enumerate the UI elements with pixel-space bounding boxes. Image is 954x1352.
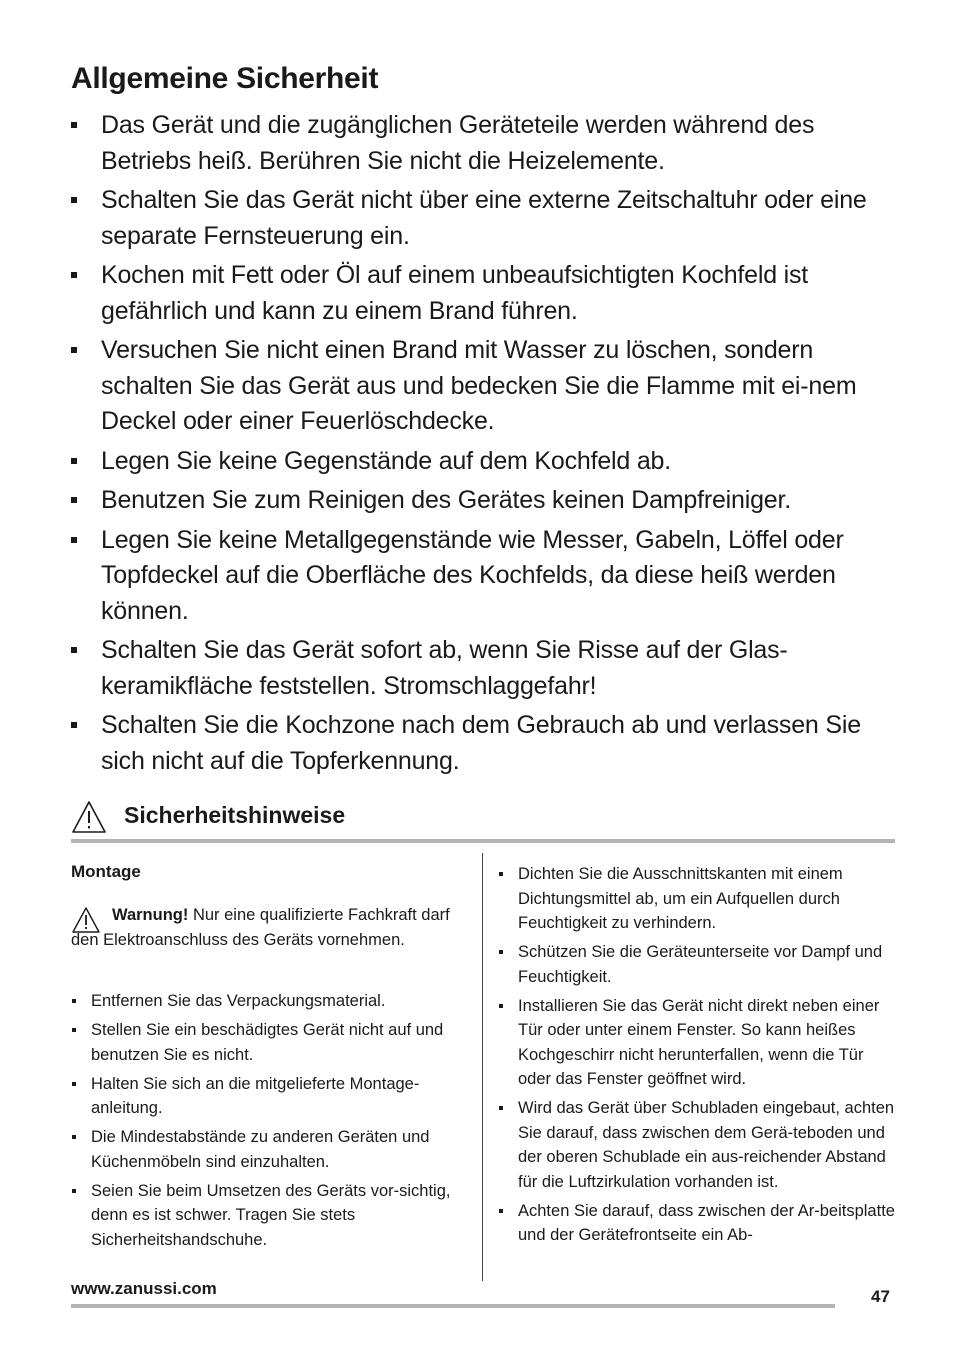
column-divider: [482, 853, 483, 1281]
bullet: [499, 1004, 503, 1008]
bullet: [499, 872, 503, 876]
bullet: [71, 347, 77, 353]
list-item: Schalten Sie die Kochzone nach dem Gebrauch ab und verlassen Sie sich nicht auf die Topferkennung.: [71, 708, 901, 779]
bullet: [499, 950, 503, 954]
footer-url[interactable]: www.zanussi.com: [71, 1279, 217, 1298]
installation-list: [498, 862, 898, 1252]
list-item: Halten Sie sich an die mitgelieferte Montage-anleitung.: [71, 1072, 471, 1121]
bullet: [71, 122, 77, 128]
list-item: Versuchen Sie nicht einen Brand mit Wasser zu löschen, sondern schalten Sie das Gerät aus und bedecken Sie die Flamme mit ei-nem Deckel oder einer Feuerlöschdecke.: [71, 333, 901, 440]
list-item: Benutzen Sie zum Reinigen des Gerätes keinen Dampfreiniger.: [71, 483, 901, 519]
list-item: Legen Sie keine Metallgegenstände wie Messer, Gabeln, Löffel oder Topfdeckel auf die Oberfläche des Kochfelds, da diese heiß werden können.: [71, 523, 901, 630]
warning-label: Warnung!: [112, 906, 189, 924]
list-item: Das Gerät und die zugänglichen Geräteteile werden während des Betriebs heiß. Berühren Sie nicht die Heizelemente.: [71, 108, 901, 179]
montage-heading: Montage: [71, 862, 141, 881]
page-number: 47: [871, 1287, 890, 1306]
list-item: Schalten Sie das Gerät sofort ab, wenn Sie Risse auf der Glas-keramikfläche feststellen. Stromschlaggefahr!: [71, 633, 901, 704]
list-item: Stellen Sie ein beschädigtes Gerät nicht auf und benutzen Sie es nicht.: [71, 1018, 471, 1067]
safety-heading: Sicherheitshinweise: [124, 802, 346, 828]
bullet: [71, 272, 77, 278]
bullet: [499, 1209, 503, 1213]
list-item: Installieren Sie das Gerät nicht direkt neben einer Tür oder unter einem Fenster. So kann heißes Kochgeschirr nicht herunterfallen, wenn die Tür oder das Fenster geöffnet wird.: [498, 994, 898, 1092]
list-item: Legen Sie keine Gegenstände auf dem Kochfeld ab.: [71, 444, 901, 480]
bullet: [71, 497, 77, 503]
list-item: Seien Sie beim Umsetzen des Geräts vor-sichtig, denn es ist schwer. Tragen Sie stets Sicherheitshandschuhe.: [71, 1179, 471, 1253]
list-item: Die Mindestabstände zu anderen Geräten und Küchenmöbeln sind einzuhalten.: [71, 1125, 471, 1174]
page-title: Allgemeine Sicherheit: [71, 62, 379, 95]
section-divider: [71, 839, 895, 843]
list-item: Kochen mit Fett oder Öl auf einem unbeaufsichtigten Kochfeld ist gefährlich und kann zu einem Brand führen.: [71, 258, 901, 329]
footer-divider: [71, 1304, 835, 1308]
warning-triangle-icon: [71, 800, 107, 834]
montage-list: [71, 989, 471, 1257]
list-item: Achten Sie darauf, dass zwischen der Ar-beitsplatte und der Gerätefrontseite ein Ab-: [498, 1199, 898, 1248]
bullet: [71, 647, 77, 653]
bullet: [71, 458, 77, 464]
list-item: Dichten Sie die Ausschnittskanten mit einem Dichtungsmittel ab, um ein Aufquellen durch Feuchtigkeit zu verhindern.: [498, 862, 898, 936]
list-item: Wird das Gerät über Schubladen eingebaut, achten Sie darauf, dass zwischen dem Gerä-teboden und der oberen Schublade ein aus-reichender Abstand für die Luftzirkulation vorhanden ist.: [498, 1096, 898, 1194]
bullet: [72, 999, 76, 1003]
general-safety-list: [71, 108, 901, 783]
bullet: [72, 1082, 76, 1086]
list-item: Entfernen Sie das Verpackungsmaterial.: [71, 989, 471, 1014]
bullet: [71, 537, 77, 543]
bullet: [72, 1135, 76, 1139]
warning-body: Nur eine qualifizierte Fachkraft darf den Elektroanschluss des Geräts vornehmen.: [71, 906, 450, 949]
bullet: [72, 1028, 76, 1032]
warning-note: [71, 903, 471, 953]
bullet: [71, 722, 77, 728]
list-item: Schalten Sie das Gerät nicht über eine externe Zeitschaltuhr oder eine separate Fernsteuerung ein.: [71, 183, 901, 254]
bullet: [499, 1106, 503, 1110]
bullet: [72, 1189, 76, 1193]
list-item: Schützen Sie die Geräteunterseite vor Dampf und Feuchtigkeit.: [498, 940, 898, 989]
bullet: [71, 197, 77, 203]
